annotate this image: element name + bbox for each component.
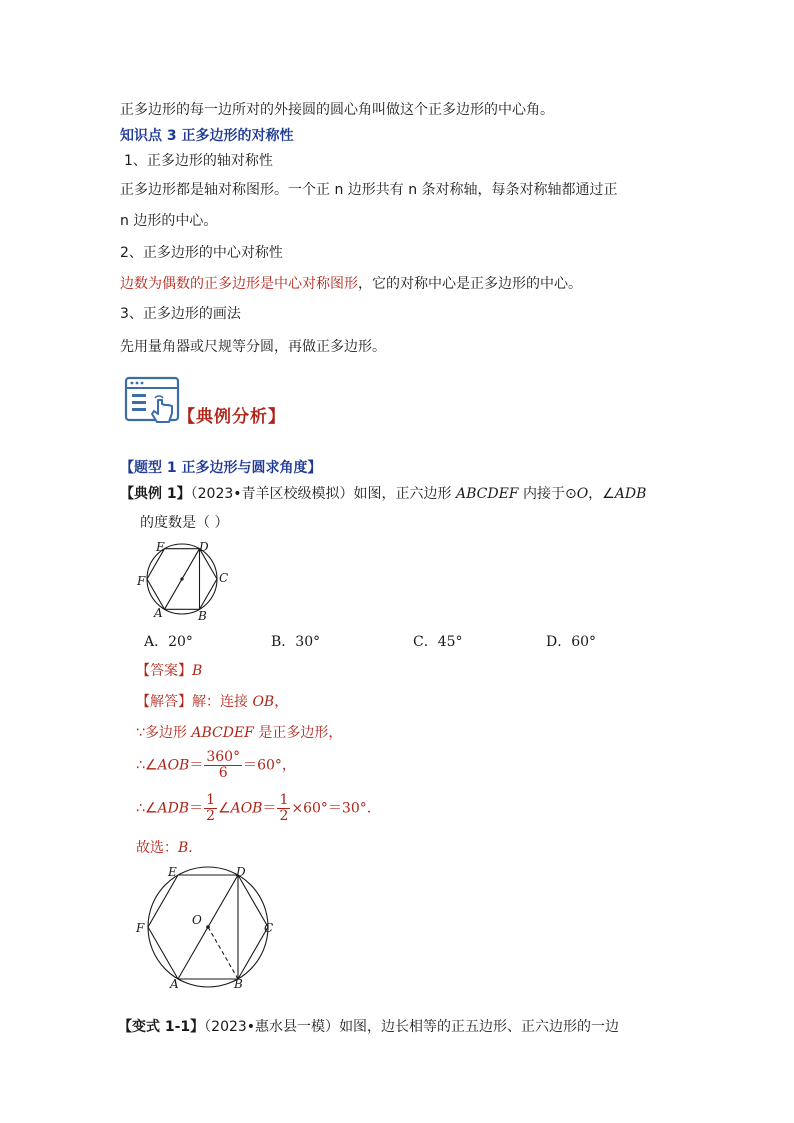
variant-tag: 【变式 1-1】: [118, 1019, 205, 1035]
fig2-label-o: O: [192, 913, 202, 927]
solution-step2-post: ＝60°，: [243, 757, 296, 774]
example1-adb: ADB: [614, 486, 647, 502]
fig1-label-f: F: [137, 574, 146, 588]
banner-title: 【典例分析】: [178, 407, 286, 427]
conclusion-line: [136, 838, 202, 858]
solution-tag: 【解答】: [136, 694, 192, 710]
conclusion-pre: 故选：: [136, 840, 178, 856]
example1-tag: 【典例 1】: [120, 486, 191, 502]
example1-poly: ABCDEF: [455, 486, 519, 502]
example1-q3: ，∠: [588, 486, 615, 502]
fig2-label-e: E: [168, 865, 177, 879]
text-central-angle: 正多边形的每一边所对的外接圆的圆心角叫做这个正多边形的中心角。: [120, 102, 554, 118]
fig2-label-a: A: [170, 977, 179, 991]
conclusion-end: ．: [188, 840, 203, 856]
option-a: A．20°: [144, 634, 193, 650]
answer-line: [136, 661, 202, 681]
fraction-half-2: [277, 793, 290, 824]
text-central-rest: ，它的对称中心是正多边形的中心。: [358, 276, 582, 292]
solution-step0-end: ，: [274, 694, 289, 710]
fraction-num: 360°: [206, 749, 241, 765]
solution-step2-aob: AOB: [157, 757, 190, 774]
example1-question: [120, 484, 646, 504]
heading-type1: 【题型 1 正多边形与圆求角度】: [120, 460, 322, 476]
solution-step1-post: 是正多边形，: [253, 725, 343, 741]
solution-line3: [136, 793, 381, 824]
solution-step3-angle: ∠: [218, 800, 231, 817]
option-b: B．30°: [271, 634, 321, 650]
solution-ob: OB: [252, 694, 275, 710]
solution-step3-aob: AOB: [230, 800, 263, 817]
fig2-label-f: F: [136, 921, 145, 935]
solution-line0: [136, 692, 288, 712]
fraction-360-over-6: [204, 750, 242, 781]
variant-question: [118, 1017, 619, 1037]
conclusion-value: B: [178, 840, 189, 856]
figure-hexagon-small: [134, 537, 234, 623]
fig2-label-c: C: [264, 921, 274, 935]
solution-step3-post: ×60°＝30°．: [291, 800, 381, 817]
example1-o: O: [576, 486, 589, 502]
variant-text: 如图，边长相等的正五边形、正六边形的一边: [339, 1019, 620, 1035]
heading-kp3: 知识点 3 正多边形的对称性: [120, 128, 294, 144]
fraction-den: 6: [218, 765, 228, 781]
fraction-half-den: 2: [206, 808, 216, 824]
solution-step1-poly: ABCDEF: [191, 725, 254, 741]
solution-step3-adb: ADB: [157, 800, 190, 817]
solution-line1: [136, 723, 342, 743]
text-drawing: 先用量角器或尺规等分圆，再做正多边形。: [120, 339, 386, 355]
solution-step3-pre: ∴∠: [136, 800, 158, 817]
option-c: C．45°: [413, 634, 463, 650]
subheading-central: 2、正多边形的中心对称性: [120, 245, 283, 261]
fraction-half-1: [204, 793, 217, 824]
example1-line2: 的度数是（ ）: [140, 515, 229, 531]
fig1-label-a: A: [154, 606, 163, 620]
text-central: [120, 274, 582, 294]
example1-q2: 内接于⊙: [518, 486, 577, 502]
fig1-label-c: C: [219, 571, 229, 585]
solution-step0: 解：连接: [192, 694, 253, 710]
answer-value: B: [192, 663, 203, 679]
fig2-label-b: B: [234, 977, 243, 991]
fig1-label-d: D: [199, 540, 209, 554]
fig2-label-d: D: [236, 865, 246, 879]
subheading-axial: 1、正多边形的轴对称性: [124, 153, 273, 169]
subheading-drawing: 3、正多边形的画法: [120, 306, 241, 322]
example1-source: （2023•青羊区校级模拟）: [190, 486, 354, 502]
solution-step2-pre: ∴∠: [136, 757, 158, 774]
fig1-label-e: E: [156, 540, 165, 554]
fraction-half-num: 1: [206, 792, 216, 808]
example-analysis-icon: [124, 376, 184, 434]
solution-step1-pre: ∵多边形: [136, 725, 192, 741]
text-axial-2: n 边形的中心。: [120, 213, 218, 229]
variant-source: （2023•惠水县一模）: [204, 1019, 340, 1035]
solution-step2-eq: ＝: [189, 757, 204, 774]
fraction-half2-num: 1: [279, 792, 289, 808]
solution-step3-eq1: ＝: [189, 800, 204, 817]
text-central-highlight: 边数为偶数的正多边形是中心对称图形: [120, 276, 358, 292]
figure-hexagon-large: [130, 860, 290, 992]
text-axial-1: 正多边形都是轴对称图形。一个正 n 边形共有 n 条对称轴，每条对称轴都通过正: [120, 182, 618, 198]
option-d: D．60°: [546, 634, 597, 650]
solution-line2: [136, 750, 296, 781]
fig1-label-b: B: [198, 609, 207, 623]
example1-q1: 如图，正六边形: [353, 486, 456, 502]
fraction-half2-den: 2: [279, 808, 289, 824]
answer-tag: 【答案】: [136, 663, 192, 679]
solution-step3-eq2: ＝: [262, 800, 277, 817]
